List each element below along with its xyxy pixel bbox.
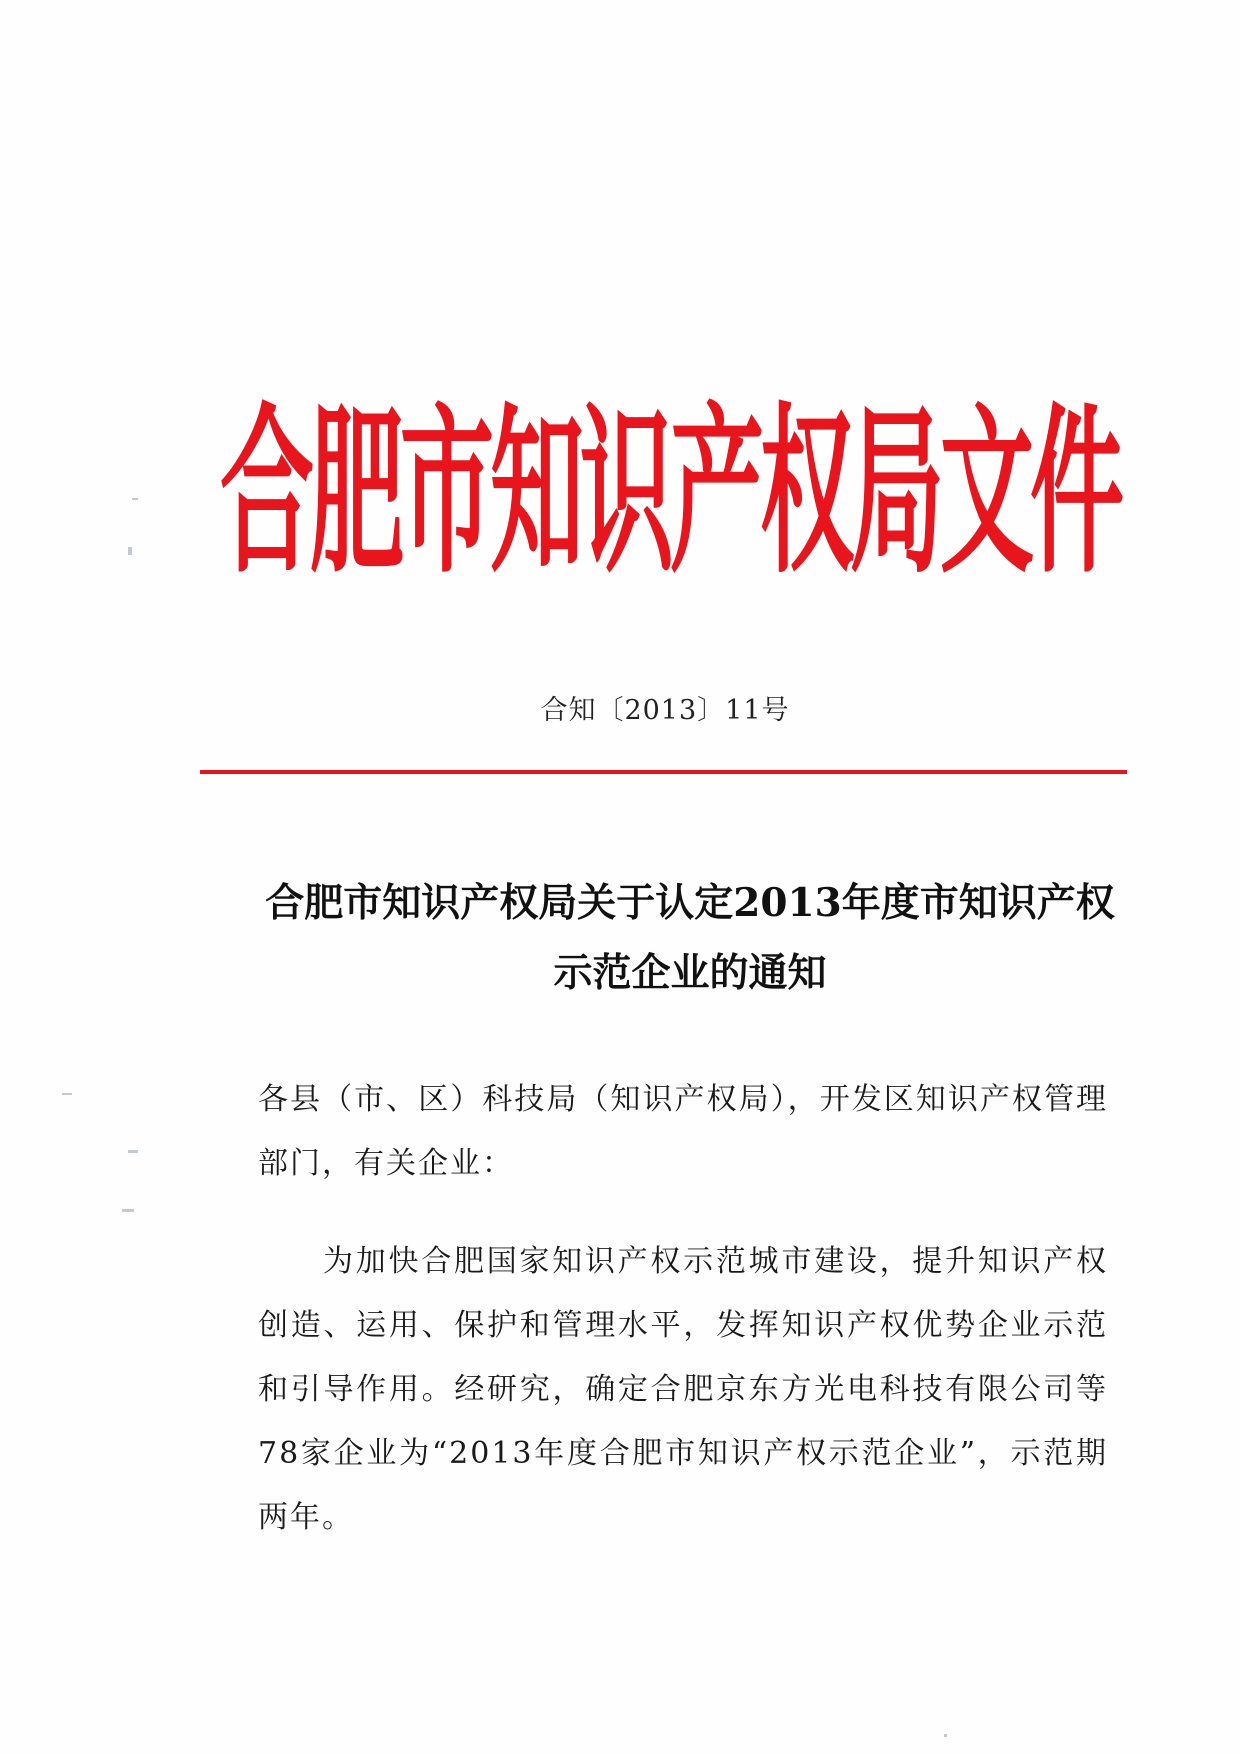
notice-title: 合肥市知识产权局关于认定2013年度市知识产权示范企业的通知 (265, 880, 1115, 996)
scan-artifact (132, 498, 138, 500)
addressee-line: 各县（市、区）科技局（知识产权局），开发区知识产权管理部门，有关企业： (258, 1082, 1108, 1181)
scan-artifact (122, 1209, 134, 1212)
document-number: 合知〔2013〕11号 (540, 695, 790, 726)
document-masthead: 合肥市知识产权局文件 (220, 389, 1121, 599)
scan-artifact (128, 1150, 138, 1153)
body-paragraph: 为加快合肥国家知识产权示范城市建设，提升知识产权创造、运用、保护和管理水平，发挥知识产权优势企业示范和引导作用。经研究，确定合肥京东方光电科技有限公司等78家企业为“2013年度合肥市知识产权示范企业”，示范期两年。 (258, 1244, 1108, 1535)
scan-artifact (944, 1734, 947, 1737)
scan-artifact (128, 547, 132, 555)
scan-artifact (62, 1093, 72, 1095)
red-divider-line (200, 770, 1127, 774)
